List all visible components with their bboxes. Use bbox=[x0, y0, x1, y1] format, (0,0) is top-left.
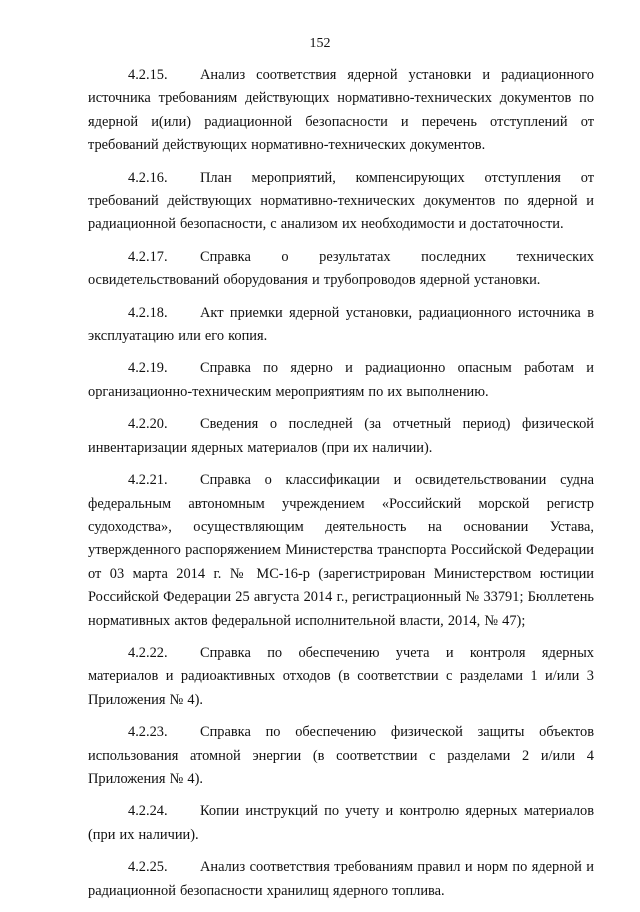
list-item bbox=[88, 856, 594, 903]
list-item bbox=[88, 800, 594, 847]
item-text: Справка по обеспечению учета и контроля ядерных материалов и радиоактивных отходов (в соответствии с разделами 1 и/или 3 Приложения № 4). bbox=[88, 644, 594, 708]
item-number: 4.2.22. bbox=[128, 644, 168, 661]
item-number: 4.2.23. bbox=[128, 724, 168, 741]
item-text: Справка о классификации и освидетельствовании судна федеральным автономным учреждением «Российский морской регистр судоходства», осуществляющим деятельность на основании Устава, утвержденного распоряжением Министерства транспорта Российской Федерации от 03 марта 2014 г. № МС-16-р (зарегистрирован Министерством юстиции Российской Федерации 25 августа 2014 г., регистрационный № 33791; Бюллетень нормативных актов федеральной исполнительной власти, 2014, № 47); bbox=[88, 472, 594, 629]
item-text: Сведения о последней (за отчетный период) физической инвентаризации ядерных материалов (при их наличии). bbox=[88, 416, 594, 456]
item-number: 4.2.25. bbox=[128, 859, 168, 876]
list-item bbox=[88, 302, 594, 349]
item-text: Копии инструкций по учету и контролю ядерных материалов (при их наличии). bbox=[88, 803, 594, 843]
item-text: Анализ соответствия требованиям правил и норм по ядерной и радиационной безопасности хранилищ ядерного топлива. bbox=[88, 859, 594, 899]
item-number: 4.2.20. bbox=[128, 416, 168, 433]
item-number: 4.2.21. bbox=[128, 472, 168, 489]
item-number: 4.2.16. bbox=[128, 169, 168, 186]
list-item bbox=[88, 642, 594, 712]
item-text: Справка по ядерно и радиационно опасным работам и организационно-техническим мероприятиям по их выполнению. bbox=[88, 360, 594, 400]
item-text: План мероприятий, компенсирующих отступления от требований действующих нормативно-технических документов по ядерной и радиационной безопасности, с анализом их необходимости и достаточности. bbox=[88, 169, 594, 233]
item-number: 4.2.18. bbox=[128, 304, 168, 321]
list-item bbox=[88, 721, 594, 791]
item-text: Справка по обеспечению физической защиты объектов использования атомной энергии (в соответствии с разделами 2 и/или 4 Приложения № 4). bbox=[88, 724, 594, 787]
list-item bbox=[88, 469, 594, 633]
list-item bbox=[88, 357, 594, 404]
item-text: Анализ соответствия ядерной установки и радиационного источника требованиям действующих нормативно-технических документов по ядерной и(или) радиационной безопасности и перечень отступлений от требований действующих нормативно-технических документов. bbox=[88, 67, 594, 154]
item-number: 4.2.17. bbox=[128, 248, 168, 265]
list-item bbox=[88, 246, 594, 293]
list-item bbox=[88, 64, 594, 158]
item-text: Справка о результатах последних технических освидетельствований оборудования и трубопроводов ядерной установки. bbox=[88, 248, 594, 289]
item-number: 4.2.24. bbox=[128, 803, 168, 820]
item-number: 4.2.19. bbox=[128, 360, 168, 377]
item-text: Акт приемки ядерной установки, радиационного источника в эксплуатацию или его копия. bbox=[88, 304, 594, 345]
item-number: 4.2.15. bbox=[128, 67, 168, 83]
page-number: 152 bbox=[309, 36, 331, 51]
list-item bbox=[88, 413, 594, 460]
list-item bbox=[88, 167, 594, 237]
document-body bbox=[88, 64, 594, 912]
